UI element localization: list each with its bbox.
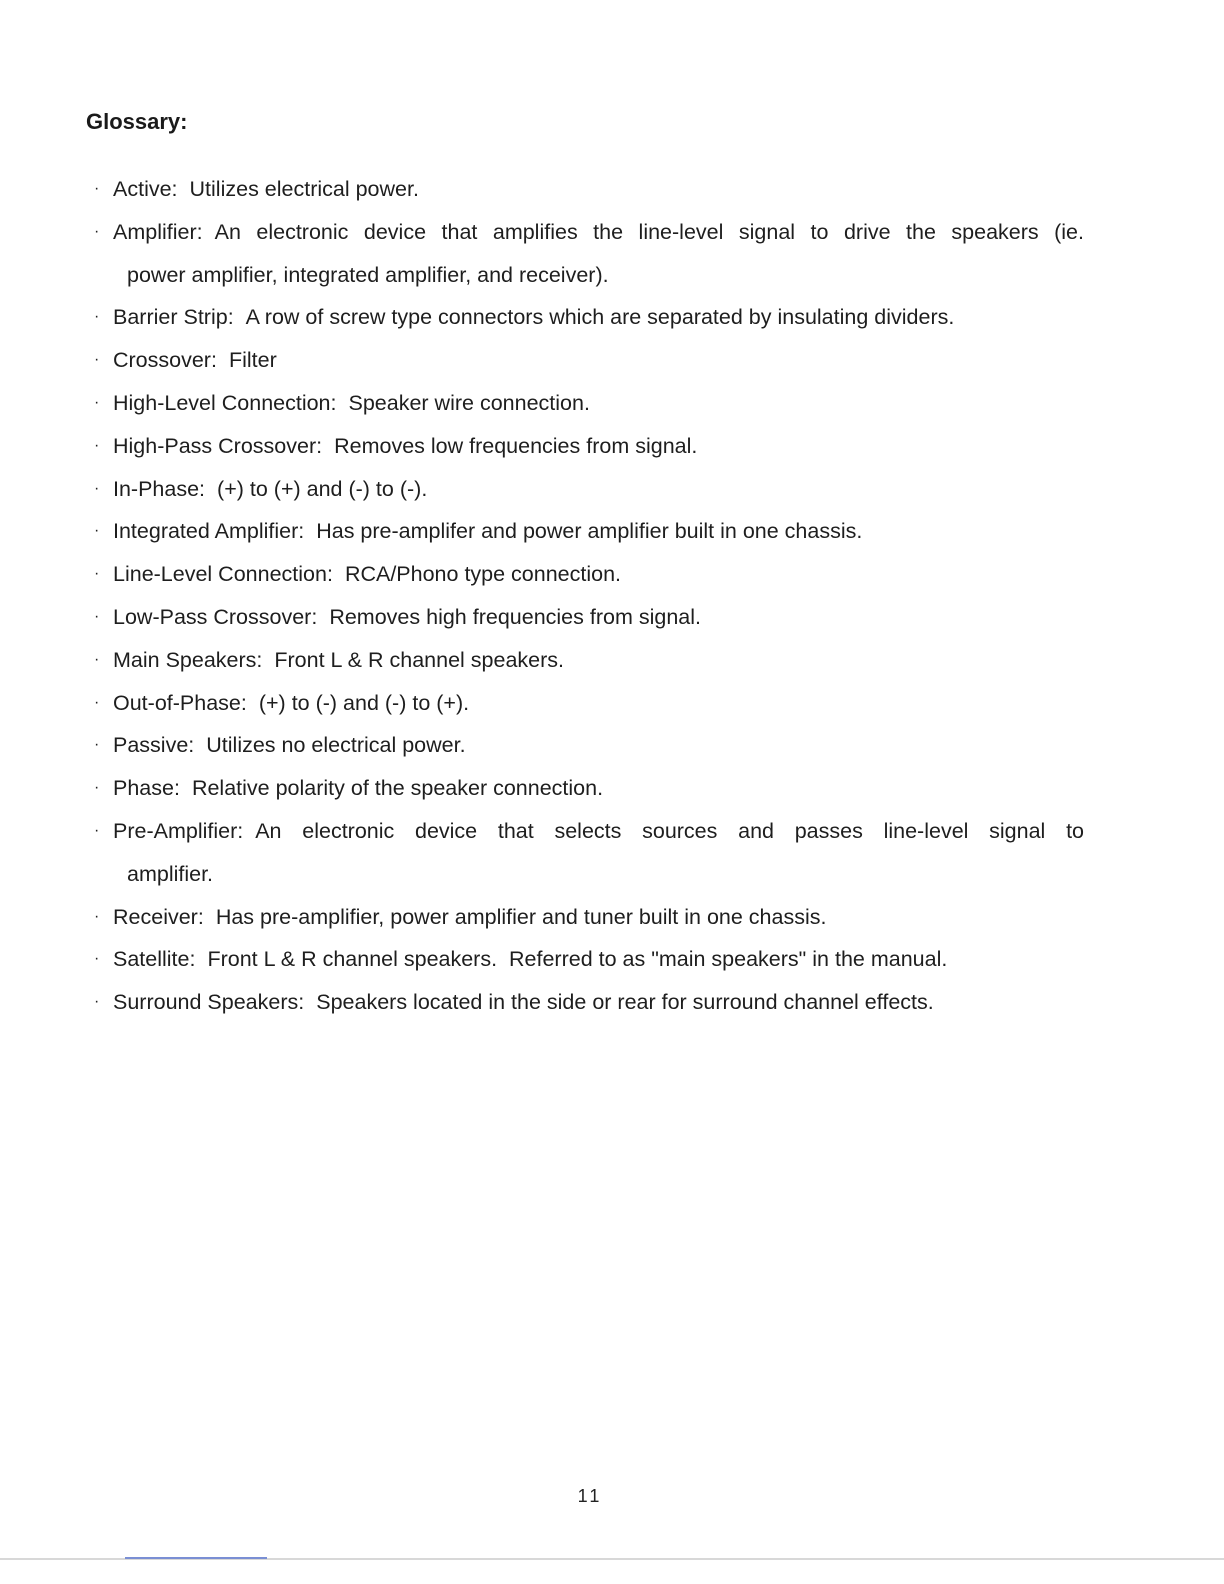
glossary-item-crossover [94, 339, 1084, 382]
glossary-definition: (+) to (-) and (-) to (+). [258, 690, 470, 715]
bottom-divider-accent [125, 1557, 267, 1559]
glossary-definition-continuation: power amplifier, integrated amplifier, and receiver). [127, 262, 609, 287]
glossary-term: Surround Speakers: [113, 990, 305, 1015]
glossary-definition: Speakers located in the side or rear for surround channel effects. [316, 990, 934, 1015]
glossary-item-active [94, 168, 1084, 211]
glossary-item-surround-speakers [94, 981, 1084, 1024]
glossary-term: Pre-Amplifier: [113, 818, 244, 843]
bullet-icon: · [94, 222, 100, 240]
glossary-definition: Removes low frequencies from signal. [334, 433, 698, 458]
bullet-icon: · [94, 779, 100, 797]
glossary-item-barrier-strip [94, 296, 1084, 339]
glossary-item-phase [94, 767, 1084, 810]
glossary-entry [113, 211, 1084, 297]
bullet-icon: · [94, 522, 100, 540]
glossary-entry [113, 938, 1084, 981]
bullet-icon: · [94, 565, 100, 583]
glossary-entry [113, 810, 1084, 896]
glossary-definition: Removes high frequencies from signal. [329, 604, 701, 629]
glossary-item-amplifier [94, 211, 1084, 297]
bullet-icon: · [94, 650, 100, 668]
glossary-definition-continuation: amplifier. [127, 861, 214, 886]
glossary-item-receiver [94, 896, 1084, 939]
page-number: 11 [577, 1486, 603, 1506]
glossary-item-low-pass-crossover [94, 596, 1084, 639]
glossary-term: Low-Pass Crossover: [113, 604, 318, 629]
glossary-entry [113, 596, 1084, 639]
glossary-term: In-Phase: [113, 476, 206, 501]
glossary-item-high-pass-crossover [94, 425, 1084, 468]
glossary-definition: (+) to (+) and (-) to (-). [217, 476, 428, 501]
bullet-icon: · [94, 351, 100, 369]
glossary-item-satellite [94, 938, 1084, 981]
glossary-item-pre-amplifier [94, 810, 1084, 896]
glossary-entry [113, 468, 1084, 511]
glossary-definition: Front L & R channel speakers. Referred to as "main speakers" in the manual. [207, 947, 948, 972]
glossary-term: Barrier Strip: [113, 305, 234, 330]
glossary-entry [113, 168, 1084, 211]
glossary-term: Receiver: [113, 904, 204, 929]
bullet-icon: · [94, 180, 100, 197]
glossary-term: Phase: [113, 776, 180, 801]
glossary-term: High-Pass Crossover: [113, 433, 323, 458]
glossary-entry [113, 981, 1084, 1024]
glossary-definition: Front L & R channel speakers. [274, 647, 564, 672]
glossary-entry [113, 339, 1084, 382]
glossary-item-passive [94, 724, 1084, 767]
glossary-entry [113, 382, 1084, 425]
glossary-definition: Filter [228, 348, 277, 373]
glossary-definition: An electronic device that selects sources and passes line-level signal to [255, 818, 1084, 843]
glossary-entry [113, 639, 1084, 682]
glossary-item-integrated-amplifier [94, 510, 1084, 553]
glossary-entry [113, 724, 1084, 767]
glossary-item-in-phase [94, 468, 1084, 511]
glossary-definition: Utilizes electrical power. [189, 177, 419, 201]
bullet-icon: · [94, 393, 100, 411]
glossary-term: Passive: [113, 733, 195, 758]
glossary-term: Main Speakers: [113, 647, 263, 672]
glossary-entry [113, 682, 1084, 725]
bullet-icon: · [94, 736, 100, 754]
glossary-term: Integrated Amplifier: [113, 519, 305, 544]
glossary-definition: Utilizes no electrical power. [206, 733, 466, 758]
glossary-list [94, 168, 1084, 1024]
glossary-item-main-speakers [94, 639, 1084, 682]
glossary-definition: An electronic device that amplifies the line-level signal to drive the speakers (ie. [214, 219, 1084, 244]
bullet-icon: · [94, 607, 100, 625]
glossary-term: Active: [113, 177, 178, 201]
glossary-entry [113, 296, 1084, 339]
bullet-icon: · [94, 436, 100, 454]
bullet-icon: · [94, 308, 100, 326]
glossary-item-high-level-connection [94, 382, 1084, 425]
bullet-icon: · [94, 693, 100, 711]
glossary-definition: Has pre-amplifer and power amplifier built in one chassis. [316, 519, 863, 544]
glossary-entry [113, 510, 1084, 553]
glossary-definition: RCA/Phono type connection. [344, 562, 622, 587]
glossary-heading: Glossary: [86, 109, 188, 134]
glossary-definition: Relative polarity of the speaker connection. [191, 776, 604, 801]
glossary-entry [113, 553, 1084, 596]
bullet-icon: · [94, 479, 100, 497]
bullet-icon: · [94, 907, 100, 925]
glossary-term: Satellite: [113, 947, 196, 972]
bullet-icon: · [94, 821, 100, 839]
glossary-definition: Has pre-amplifier, power amplifier and tuner built in one chassis. [215, 904, 827, 929]
glossary-definition: Speaker wire connection. [348, 390, 590, 415]
glossary-item-out-of-phase [94, 682, 1084, 725]
glossary-entry [113, 767, 1084, 810]
bullet-icon: · [94, 950, 100, 968]
glossary-term: Amplifier: [113, 219, 203, 244]
bullet-icon: · [94, 993, 100, 1011]
glossary-term: High-Level Connection: [113, 390, 337, 415]
glossary-definition: A row of screw type connectors which are separated by insulating dividers. [245, 305, 955, 330]
glossary-term: Line-Level Connection: [113, 562, 333, 587]
glossary-entry [113, 425, 1084, 468]
glossary-term: Out-of-Phase: [113, 690, 247, 715]
glossary-term: Crossover: [113, 348, 217, 373]
glossary-item-line-level-connection [94, 553, 1084, 596]
glossary-entry [113, 896, 1084, 939]
